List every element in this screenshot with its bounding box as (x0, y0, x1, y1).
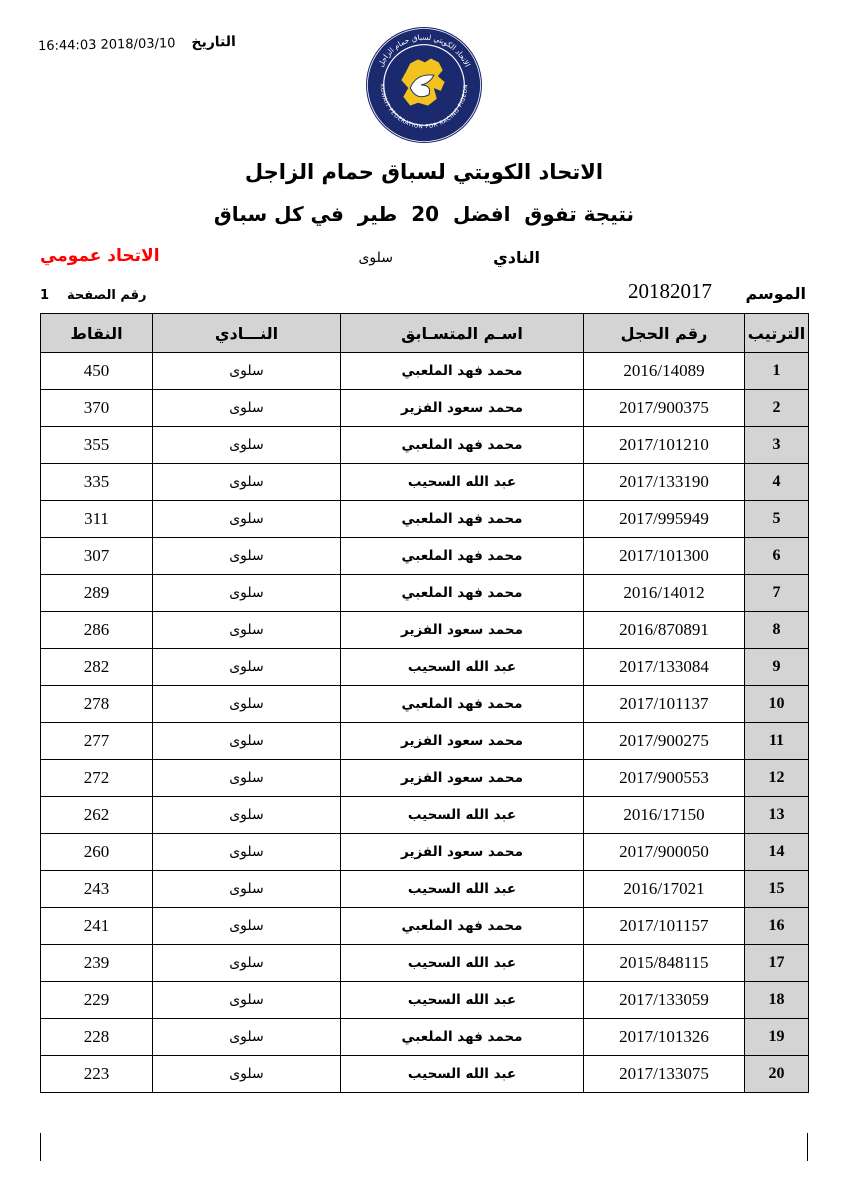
logo-english-arc: KUWAIT FEDERATION FOR RACING PIGEON (378, 83, 470, 131)
points-cell: 260 (41, 834, 153, 871)
ring-cell: 2017/101210 (584, 427, 745, 464)
table-row (41, 538, 809, 575)
rank-cell: 10 (745, 686, 809, 723)
club-cell: سلوى (153, 871, 341, 908)
rank-cell: 3 (745, 427, 809, 464)
federation-logo-svg (365, 26, 483, 144)
club-cell: سلوى (153, 982, 341, 1019)
points-cell: 289 (41, 575, 153, 612)
club-value: سلوى (358, 250, 393, 266)
rank-cell: 11 (745, 723, 809, 760)
table-row (41, 353, 809, 390)
header-ring-number: رقم الحجل (584, 314, 745, 353)
points-cell: 370 (41, 390, 153, 427)
points-cell: 278 (41, 686, 153, 723)
ring-cell: 2017/101157 (584, 908, 745, 945)
club-cell: سلوى (153, 1019, 341, 1056)
name-cell: محمد فهد الملعبي (341, 1019, 584, 1056)
table-row (41, 649, 809, 686)
points-cell: 228 (41, 1019, 153, 1056)
rank-cell: 5 (745, 501, 809, 538)
ring-cell: 2016/17150 (584, 797, 745, 834)
rank-cell: 12 (745, 760, 809, 797)
table-row (41, 612, 809, 649)
name-cell: محمد فهد الملعبي (341, 538, 584, 575)
rank-cell: 15 (745, 871, 809, 908)
page-number (40, 288, 147, 303)
name-cell: عبد الله السحيب (341, 797, 584, 834)
rank-cell: 2 (745, 390, 809, 427)
page-number-label: رقم الصفحة (67, 288, 147, 303)
ring-cell: 2015/848115 (584, 945, 745, 982)
name-cell: محمد سعود الفزير (341, 723, 584, 760)
points-cell: 286 (41, 612, 153, 649)
season-label: الموسم (745, 284, 806, 303)
name-cell: محمد فهد الملعبي (341, 686, 584, 723)
points-cell: 229 (41, 982, 153, 1019)
club-cell: سلوى (153, 1056, 341, 1093)
table-row (41, 834, 809, 871)
name-cell: عبد الله السحيب (341, 464, 584, 501)
ring-cell: 2017/101326 (584, 1019, 745, 1056)
club-cell: سلوى (153, 353, 341, 390)
club-cell: سلوى (153, 427, 341, 464)
rank-cell: 7 (745, 575, 809, 612)
table-row (41, 982, 809, 1019)
ring-cell: 2017/900553 (584, 760, 745, 797)
table-row (41, 797, 809, 834)
points-cell: 243 (41, 871, 153, 908)
club-cell: سلوى (153, 723, 341, 760)
print-date (38, 34, 236, 54)
rank-cell: 8 (745, 612, 809, 649)
union-type-label: الاتحاد عمومي (40, 246, 160, 266)
ring-cell: 2017/133075 (584, 1056, 745, 1093)
ring-cell: 2017/900375 (584, 390, 745, 427)
name-cell: محمد فهد الملعبي (341, 353, 584, 390)
ring-cell: 2017/101137 (584, 686, 745, 723)
page-number-value: 1 (40, 288, 50, 303)
table-row (41, 501, 809, 538)
rank-cell: 9 (745, 649, 809, 686)
club-cell: سلوى (153, 908, 341, 945)
table-row (41, 871, 809, 908)
ring-cell: 2016/870891 (584, 612, 745, 649)
name-cell: محمد سعود الفزير (341, 760, 584, 797)
rank-cell: 20 (745, 1056, 809, 1093)
table-row (41, 1056, 809, 1093)
name-cell: عبد الله السحيب (341, 649, 584, 686)
ring-cell: 2017/900050 (584, 834, 745, 871)
rank-cell: 18 (745, 982, 809, 1019)
points-cell: 282 (41, 649, 153, 686)
header-competitor-name: اسـم المتسـابق (341, 314, 584, 353)
name-cell: محمد سعود الفزير (341, 390, 584, 427)
federation-logo-icon (365, 26, 483, 144)
ring-cell: 2017/133084 (584, 649, 745, 686)
points-cell: 335 (41, 464, 153, 501)
results-table (40, 313, 809, 1093)
table-row (41, 464, 809, 501)
points-cell: 272 (41, 760, 153, 797)
logo-arabic-arc: الاتحاد الكويتي لسباق حمام الزاجل (375, 32, 473, 69)
club-cell: سلوى (153, 760, 341, 797)
ring-cell: 2017/133190 (584, 464, 745, 501)
club-cell: سلوى (153, 390, 341, 427)
club-label: النادي (493, 248, 540, 267)
ring-cell: 2016/14089 (584, 353, 745, 390)
table-row (41, 575, 809, 612)
print-date-label: التاريخ (191, 33, 237, 51)
rank-cell: 4 (745, 464, 809, 501)
ring-cell: 2017/995949 (584, 501, 745, 538)
name-cell: محمد فهد الملعبي (341, 427, 584, 464)
table-row (41, 427, 809, 464)
points-cell: 311 (41, 501, 153, 538)
points-cell: 223 (41, 1056, 153, 1093)
club-cell: سلوى (153, 834, 341, 871)
results-table-body (41, 353, 809, 1093)
table-row (41, 686, 809, 723)
header-club: النـــادي (153, 314, 341, 353)
ring-cell: 2016/14012 (584, 575, 745, 612)
club-cell: سلوى (153, 649, 341, 686)
points-cell: 262 (41, 797, 153, 834)
points-cell: 241 (41, 908, 153, 945)
name-cell: محمد فهد الملعبي (341, 501, 584, 538)
rank-cell: 19 (745, 1019, 809, 1056)
name-cell: محمد فهد الملعبي (341, 575, 584, 612)
rank-cell: 13 (745, 797, 809, 834)
points-cell: 450 (41, 353, 153, 390)
table-row (41, 908, 809, 945)
table-row (41, 945, 809, 982)
season-value: 20182017 (628, 279, 712, 303)
header-rank: الترتيب (745, 314, 809, 353)
club-cell: سلوى (153, 501, 341, 538)
name-cell: محمد سعود الفزير (341, 612, 584, 649)
name-cell: عبد الله السحيب (341, 945, 584, 982)
club-cell: سلوى (153, 612, 341, 649)
club-cell: سلوى (153, 575, 341, 612)
rank-cell: 16 (745, 908, 809, 945)
rank-cell: 17 (745, 945, 809, 982)
ring-cell: 2017/133059 (584, 982, 745, 1019)
name-cell: عبد الله السحيب (341, 982, 584, 1019)
club-cell: سلوى (153, 686, 341, 723)
club-cell: سلوى (153, 538, 341, 575)
ring-cell: 2017/101300 (584, 538, 745, 575)
name-cell: عبد الله السحيب (341, 871, 584, 908)
ring-cell: 2017/900275 (584, 723, 745, 760)
club-cell: سلوى (153, 945, 341, 982)
report-title: الاتحاد الكويتي لسباق حمام الزاجل (244, 160, 604, 184)
points-cell: 307 (41, 538, 153, 575)
points-cell: 277 (41, 723, 153, 760)
club-cell: سلوى (153, 797, 341, 834)
name-cell: محمد فهد الملعبي (341, 908, 584, 945)
points-cell: 355 (41, 427, 153, 464)
header-points: النقاط (41, 314, 153, 353)
club-cell: سلوى (153, 464, 341, 501)
points-cell: 239 (41, 945, 153, 982)
ring-cell: 2016/17021 (584, 871, 745, 908)
rank-cell: 14 (745, 834, 809, 871)
name-cell: محمد سعود الفزير (341, 834, 584, 871)
rank-cell: 1 (745, 353, 809, 390)
report-subtitle: نتيجة تفوق افضل 20 طير في كل سباق (213, 202, 635, 226)
table-continuation (40, 1133, 808, 1161)
print-date-value: 16:44:03 2018/03/10 (37, 36, 176, 55)
rank-cell: 6 (745, 538, 809, 575)
table-row (41, 760, 809, 797)
table-row (41, 1019, 809, 1056)
table-row (41, 390, 809, 427)
name-cell: عبد الله السحيب (341, 1056, 584, 1093)
table-row (41, 723, 809, 760)
table-header-row (41, 314, 809, 353)
